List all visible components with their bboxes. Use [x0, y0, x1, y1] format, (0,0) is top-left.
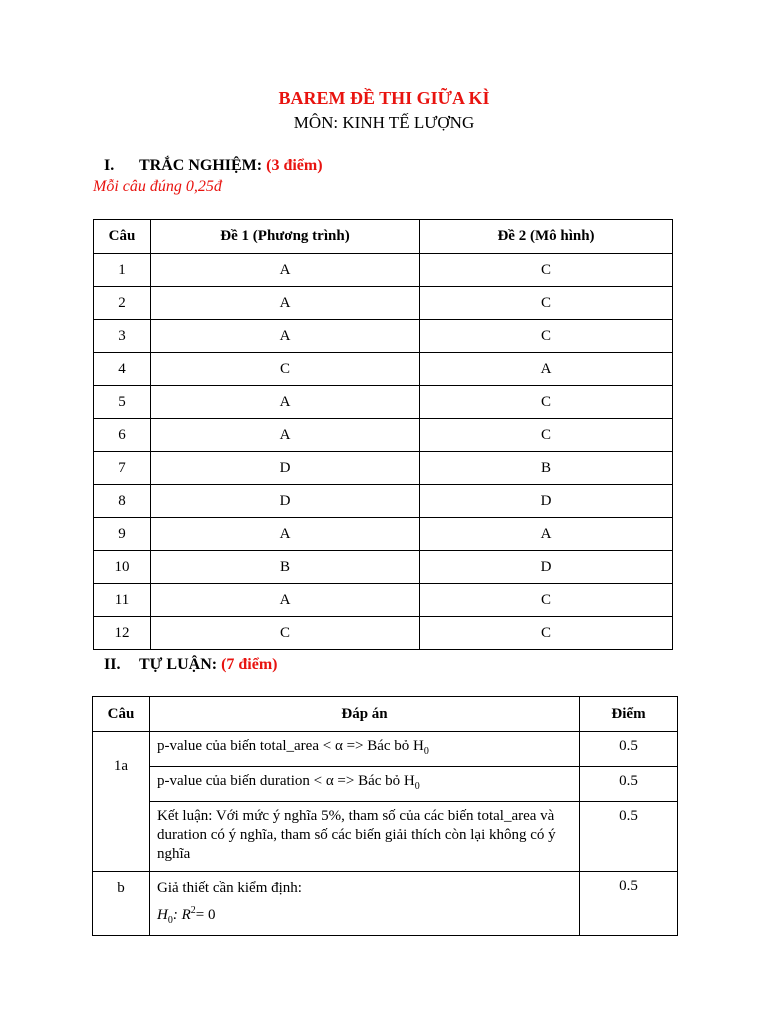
answer-de-2: B [420, 452, 673, 485]
answer-de-2: C [420, 287, 673, 320]
question-number: 1a [93, 732, 150, 872]
answer-de-2: C [420, 419, 673, 452]
column-header: Câu [94, 220, 151, 254]
table-row [94, 419, 673, 452]
table-header-row [94, 220, 673, 254]
column-header: Đề 2 (Mô hình) [420, 220, 673, 254]
table-row [94, 320, 673, 353]
answer-de-2: A [420, 353, 673, 386]
table-row [94, 551, 673, 584]
answer-de-1: B [151, 551, 420, 584]
eq-rhs: = 0 [195, 907, 216, 923]
answer-de-2: C [420, 617, 673, 650]
eq-colon: : [172, 907, 182, 923]
question-number: 11 [94, 584, 151, 617]
table-row [93, 767, 678, 802]
column-header: Điểm [580, 697, 678, 732]
answer-de-1: D [151, 485, 420, 518]
subscript: 0 [423, 746, 429, 757]
table-row [94, 353, 673, 386]
points-cell: 0.5 [580, 767, 678, 802]
page-subtitle: MÔN: KINH TẾ LƯỢNG [293, 113, 475, 132]
question-number: 10 [94, 551, 151, 584]
points-cell: 0.5 [580, 872, 678, 936]
section-1-points: (3 điểm) [266, 157, 323, 174]
subscript: 0 [167, 915, 173, 926]
table-row [94, 254, 673, 287]
section-2-heading [104, 656, 278, 674]
eq-r: R [181, 907, 191, 923]
answer-text: Kết luận: Với mức ý nghĩa 5%, tham số của các biến total_area và duration có ý nghĩa, tham số các biến giải thích còn lại không có ý nghĩa [150, 802, 580, 872]
answer-de-1: A [151, 386, 420, 419]
essay-table [92, 696, 678, 936]
table-row [94, 617, 673, 650]
subscript: 0 [414, 781, 420, 792]
question-number: 1 [94, 254, 151, 287]
answer-de-1: C [151, 353, 420, 386]
answer-text: Giả thiết cần kiểm định: [157, 880, 302, 896]
points-cell: 0.5 [580, 732, 678, 767]
question-number: b [93, 872, 150, 936]
answer-de-1: A [151, 287, 420, 320]
points-cell: 0.5 [580, 802, 678, 872]
answer-de-1: A [151, 584, 420, 617]
superscript: 2 [190, 905, 196, 916]
table-row [94, 584, 673, 617]
section-1-heading [104, 157, 323, 175]
section-2-label: TỰ LUẬN: [139, 656, 218, 673]
table-row [94, 452, 673, 485]
question-number: 9 [94, 518, 151, 551]
table-row [94, 386, 673, 419]
answer-de-2: C [420, 254, 673, 287]
answer-de-2: C [420, 320, 673, 353]
table-row [93, 872, 678, 936]
answer-de-1: D [151, 452, 420, 485]
answer-cell [150, 732, 580, 767]
answer-de-2: A [420, 518, 673, 551]
table-row [94, 485, 673, 518]
answer-de-1: C [151, 617, 420, 650]
question-number: 6 [94, 419, 151, 452]
question-number: 3 [94, 320, 151, 353]
answer-cell [150, 767, 580, 802]
question-number: 7 [94, 452, 151, 485]
answer-de-2: D [420, 485, 673, 518]
table-row [93, 732, 678, 767]
table-row [94, 287, 673, 320]
table-row [93, 802, 678, 872]
column-header: Câu [93, 697, 150, 732]
table-row [94, 518, 673, 551]
answer-de-1: A [151, 320, 420, 353]
column-header: Đáp án [150, 697, 580, 732]
question-number: 4 [94, 353, 151, 386]
answer-de-2: D [420, 551, 673, 584]
column-header: Đề 1 (Phương trình) [151, 220, 420, 254]
section-1-note: Mỗi câu đúng 0,25đ [93, 178, 222, 195]
question-number: 5 [94, 386, 151, 419]
answer-text: p-value của biến duration < α => Bác bỏ H [157, 773, 415, 789]
eq-h: H [157, 907, 168, 923]
multiple-choice-table [93, 219, 673, 650]
answer-text: p-value của biến total_area < α => Bác bỏ H [157, 738, 424, 754]
answer-de-1: A [151, 518, 420, 551]
answer-de-1: A [151, 419, 420, 452]
question-number: 8 [94, 485, 151, 518]
answer-de-1: A [151, 254, 420, 287]
question-number: 12 [94, 617, 151, 650]
table-header-row [93, 697, 678, 732]
section-2-number: II. [104, 656, 121, 673]
section-2-points: (7 điểm) [221, 656, 278, 673]
answer-cell [150, 872, 580, 936]
section-1-label: TRẮC NGHIỆM: [139, 157, 263, 174]
page-title: BAREM ĐỀ THI GIỮA KÌ [278, 88, 490, 108]
answer-de-2: C [420, 584, 673, 617]
hypothesis-equation [157, 901, 572, 930]
answer-de-2: C [420, 386, 673, 419]
section-1-number: I. [104, 157, 115, 174]
question-number: 2 [94, 287, 151, 320]
